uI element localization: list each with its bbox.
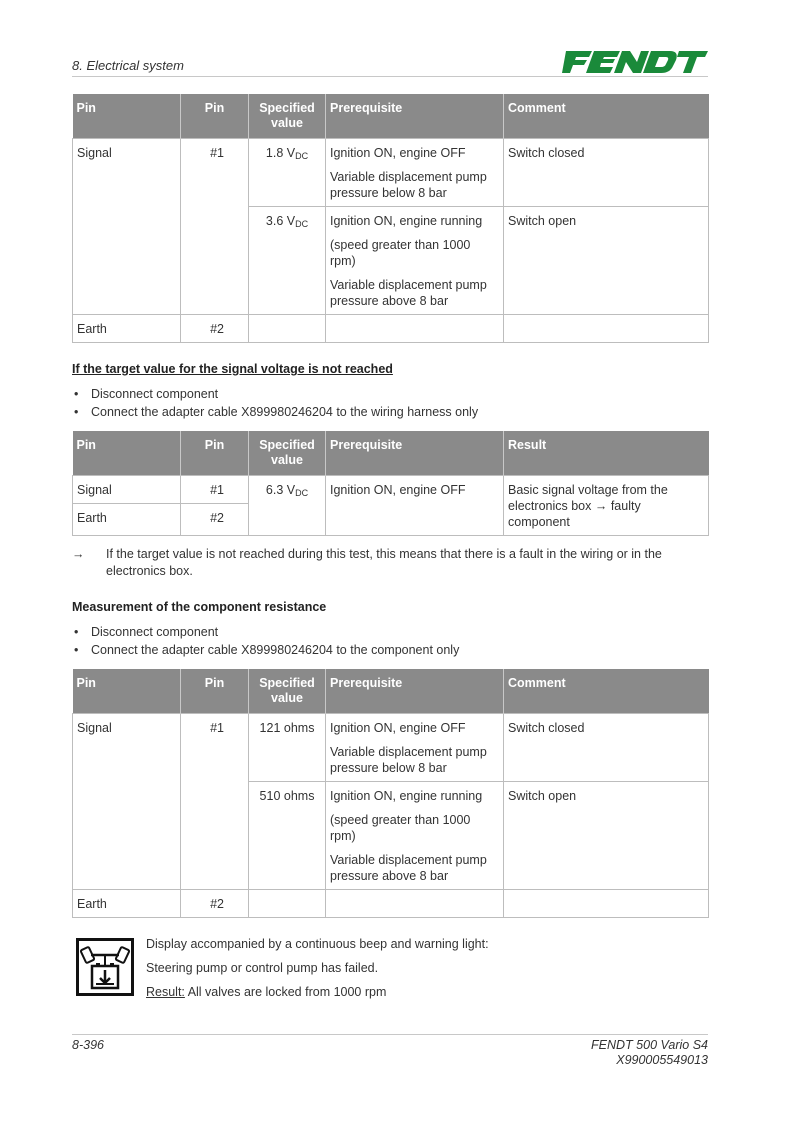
- result-label: Result:: [146, 985, 185, 999]
- pin-number: #1: [181, 475, 249, 503]
- pin-name: Earth: [73, 889, 181, 917]
- resistance-heading: Measurement of the component resistance: [72, 600, 327, 614]
- comment: Switch open: [504, 781, 709, 889]
- warning-line-1: Display accompanied by a continuous beep and warning light:: [146, 937, 489, 951]
- col-prerequisite: Prerequisite: [326, 94, 504, 138]
- col-prerequisite: Prerequisite: [326, 669, 504, 713]
- prerequisite: Ignition ON, engine running (speed greater than 1000 rpm) Variable displacement pump pressure above 8 bar: [326, 206, 504, 314]
- footer-rule: [72, 1034, 708, 1035]
- col-specified-value: Specified value: [249, 431, 326, 475]
- basic-signal-table: [72, 431, 709, 536]
- comment: Switch closed: [504, 138, 709, 206]
- specified-value: 3.6 $V_{DC}$: [249, 206, 326, 314]
- col-pin: Pin: [73, 669, 181, 713]
- specified-value: 1.8 $V_{DC}$: [249, 138, 326, 206]
- col-result: Result: [504, 431, 709, 475]
- result-text: All valves are locked from 1000 rpm: [184, 985, 387, 999]
- pin-number: #1: [181, 713, 249, 889]
- result: Basic signal voltage from the electronics box → faulty component: [504, 475, 709, 535]
- list-item: • Disconnect component: [72, 623, 459, 641]
- col-specified-value: Specified value: [249, 94, 326, 138]
- arrow-note-text: If the target value is not reached during this test, this means that there is a fault in the wiring or in the electronics box.: [106, 547, 662, 578]
- pin-number: #1: [181, 138, 249, 314]
- prerequisite: Ignition ON, engine running (speed greater than 1000 rpm) Variable displacement pump pressure above 8 bar: [326, 781, 504, 889]
- col-comment: Comment: [504, 94, 709, 138]
- col-pin-no: Pin: [181, 431, 249, 475]
- arrow-note: [72, 546, 708, 580]
- table-row: [73, 475, 709, 503]
- prerequisite: Ignition ON, engine OFF: [326, 475, 504, 535]
- header-rule: [72, 76, 708, 77]
- steering-pump-warning-icon: [76, 938, 134, 996]
- table-row: [73, 314, 709, 342]
- list-item: • Disconnect component: [72, 385, 478, 403]
- resistance-table: [72, 669, 709, 918]
- not-reached-heading: If the target value for the signal voltage is not reached: [72, 362, 393, 376]
- not-reached-steps: [72, 385, 478, 421]
- specified-value: 121 ohms: [249, 713, 326, 781]
- pin-name: Signal: [73, 713, 181, 889]
- specified-value: 6.3 $V_{DC}$: [249, 475, 326, 535]
- page-number: 8-396: [72, 1038, 104, 1052]
- signal-voltage-table: [72, 94, 709, 343]
- pin-name: Earth: [73, 314, 181, 342]
- col-prerequisite: Prerequisite: [326, 431, 504, 475]
- comment: Switch closed: [504, 713, 709, 781]
- col-pin-no: Pin: [181, 94, 249, 138]
- warning-block: [76, 936, 708, 1002]
- pin-number: #2: [181, 314, 249, 342]
- model-name: FENDT 500 Vario S4: [591, 1038, 708, 1052]
- col-pin: Pin: [73, 431, 181, 475]
- warning-line-2: Steering pump or control pump has failed.: [146, 961, 379, 975]
- pin-number: #2: [181, 889, 249, 917]
- arrow-symbol: →: [72, 547, 85, 561]
- pin-number: #2: [181, 503, 249, 535]
- list-item: • Connect the adapter cable X899980246204 to the wiring harness only: [72, 403, 478, 421]
- col-comment: Comment: [504, 669, 709, 713]
- pin-name: Signal: [73, 475, 181, 503]
- document-number: X990005549013: [616, 1053, 708, 1067]
- specified-value: 510 ohms: [249, 781, 326, 889]
- pin-name: Signal: [73, 138, 181, 314]
- prerequisite: Ignition ON, engine OFF Variable displacement pump pressure below 8 bar: [326, 138, 504, 206]
- table-row: [73, 138, 709, 206]
- footer-info: [591, 1038, 708, 1068]
- list-item: • Connect the adapter cable X899980246204 to the component only: [72, 641, 459, 659]
- warning-result: [146, 984, 489, 1000]
- pin-name: Earth: [73, 503, 181, 535]
- comment: Switch open: [504, 206, 709, 314]
- table-row: [73, 889, 709, 917]
- col-specified-value: Specified value: [249, 669, 326, 713]
- fendt-logo: [562, 48, 708, 76]
- col-pin: Pin: [73, 94, 181, 138]
- section-title: 8. Electrical system: [72, 58, 184, 73]
- table-row: [73, 713, 709, 781]
- prerequisite: Ignition ON, engine OFF Variable displacement pump pressure below 8 bar: [326, 713, 504, 781]
- col-pin-no: Pin: [181, 669, 249, 713]
- resistance-steps: [72, 623, 459, 659]
- page-header: [72, 48, 708, 78]
